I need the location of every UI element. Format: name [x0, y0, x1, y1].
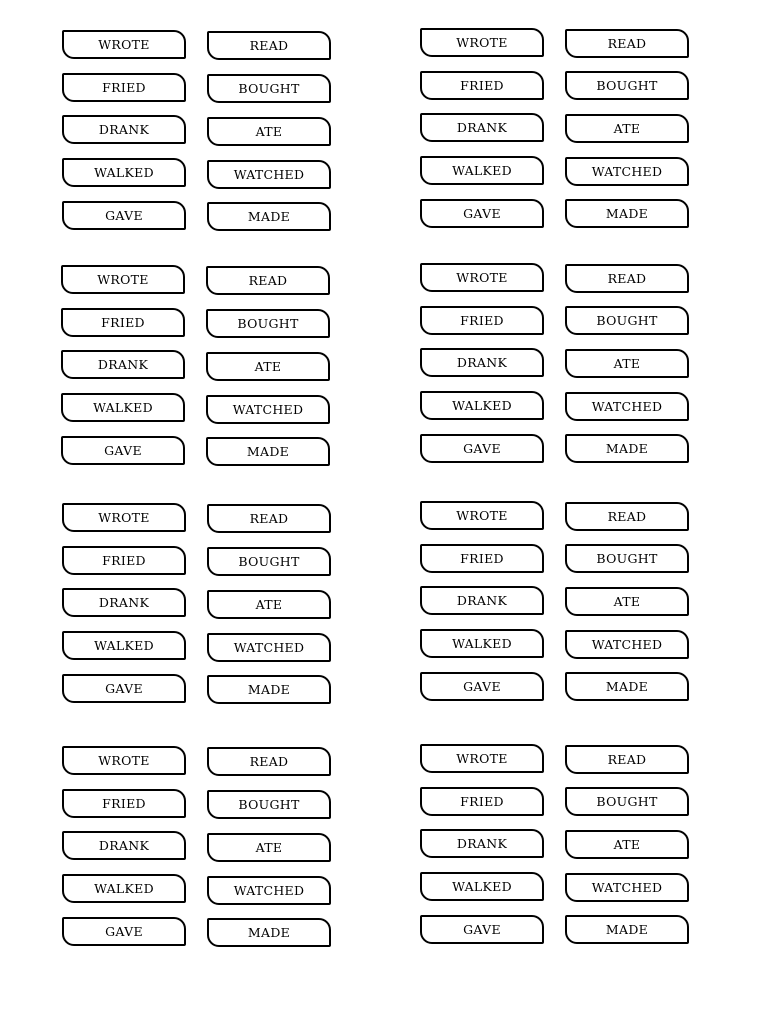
verb-card: BOUGHT: [207, 74, 331, 103]
verb-card: GAVE: [420, 672, 544, 701]
card-set: [62, 30, 338, 236]
verb-card: FRIED: [420, 306, 544, 335]
verb-card: FRIED: [61, 308, 185, 337]
verb-card: WROTE: [62, 30, 186, 59]
verb-card: WATCHED: [207, 876, 331, 905]
verb-card: MADE: [565, 199, 689, 228]
verb-card: DRANK: [420, 829, 544, 858]
verb-card: WATCHED: [207, 633, 331, 662]
verb-card: ATE: [565, 830, 689, 859]
verb-card: WATCHED: [207, 160, 331, 189]
verb-card: ATE: [206, 352, 330, 381]
verb-card: WALKED: [420, 872, 544, 901]
verb-card: DRANK: [62, 831, 186, 860]
verb-card: ATE: [207, 833, 331, 862]
verb-card: WROTE: [420, 263, 544, 292]
verb-card: ATE: [565, 114, 689, 143]
verb-card: WATCHED: [565, 630, 689, 659]
verb-card: READ: [565, 29, 689, 58]
verb-card: GAVE: [61, 436, 185, 465]
verb-card: ATE: [565, 349, 689, 378]
verb-card: MADE: [207, 918, 331, 947]
verb-card: READ: [565, 502, 689, 531]
card-set: [61, 265, 337, 471]
verb-card: WATCHED: [565, 157, 689, 186]
verb-card: READ: [207, 747, 331, 776]
verb-card: DRANK: [62, 588, 186, 617]
verb-card: DRANK: [420, 348, 544, 377]
verb-card: WROTE: [420, 501, 544, 530]
verb-card: BOUGHT: [206, 309, 330, 338]
verb-card: MADE: [206, 437, 330, 466]
verb-card: GAVE: [420, 434, 544, 463]
verb-card: WROTE: [62, 503, 186, 532]
verb-card: WALKED: [420, 156, 544, 185]
verb-card: MADE: [565, 672, 689, 701]
card-set: [420, 501, 696, 707]
verb-card: BOUGHT: [207, 790, 331, 819]
verb-card: READ: [565, 745, 689, 774]
card-set: [420, 744, 696, 950]
verb-card: GAVE: [420, 199, 544, 228]
verb-card: WATCHED: [565, 873, 689, 902]
verb-card: GAVE: [62, 917, 186, 946]
verb-card: MADE: [207, 202, 331, 231]
verb-card: MADE: [207, 675, 331, 704]
verb-card: WALKED: [62, 158, 186, 187]
verb-card: BOUGHT: [565, 787, 689, 816]
verb-card: GAVE: [420, 915, 544, 944]
verb-card: BOUGHT: [565, 71, 689, 100]
verb-card: BOUGHT: [565, 306, 689, 335]
verb-card: WALKED: [62, 874, 186, 903]
verb-card: ATE: [207, 117, 331, 146]
verb-card: READ: [565, 264, 689, 293]
verb-card: FRIED: [420, 544, 544, 573]
verb-card: BOUGHT: [207, 547, 331, 576]
verb-card: WALKED: [62, 631, 186, 660]
verb-card: DRANK: [420, 113, 544, 142]
verb-card: GAVE: [62, 201, 186, 230]
verb-card: FRIED: [420, 71, 544, 100]
verb-card: WROTE: [420, 28, 544, 57]
verb-card: WROTE: [62, 746, 186, 775]
verb-card: WALKED: [61, 393, 185, 422]
verb-card: BOUGHT: [565, 544, 689, 573]
verb-card: READ: [206, 266, 330, 295]
verb-card: DRANK: [61, 350, 185, 379]
verb-card: ATE: [207, 590, 331, 619]
verb-card: WATCHED: [565, 392, 689, 421]
verb-card: FRIED: [62, 73, 186, 102]
card-set: [420, 263, 696, 469]
verb-card: READ: [207, 31, 331, 60]
verb-card: READ: [207, 504, 331, 533]
card-set: [62, 746, 338, 952]
card-set: [62, 503, 338, 709]
verb-card: WATCHED: [206, 395, 330, 424]
verb-card: FRIED: [420, 787, 544, 816]
card-set: [420, 28, 696, 234]
verb-card: FRIED: [62, 789, 186, 818]
verb-card: WALKED: [420, 391, 544, 420]
verb-card: MADE: [565, 915, 689, 944]
verb-card: GAVE: [62, 674, 186, 703]
verb-card: WROTE: [420, 744, 544, 773]
verb-card: ATE: [565, 587, 689, 616]
verb-card: DRANK: [62, 115, 186, 144]
verb-card: FRIED: [62, 546, 186, 575]
verb-card: WROTE: [61, 265, 185, 294]
verb-card: MADE: [565, 434, 689, 463]
verb-card: DRANK: [420, 586, 544, 615]
verb-card: WALKED: [420, 629, 544, 658]
